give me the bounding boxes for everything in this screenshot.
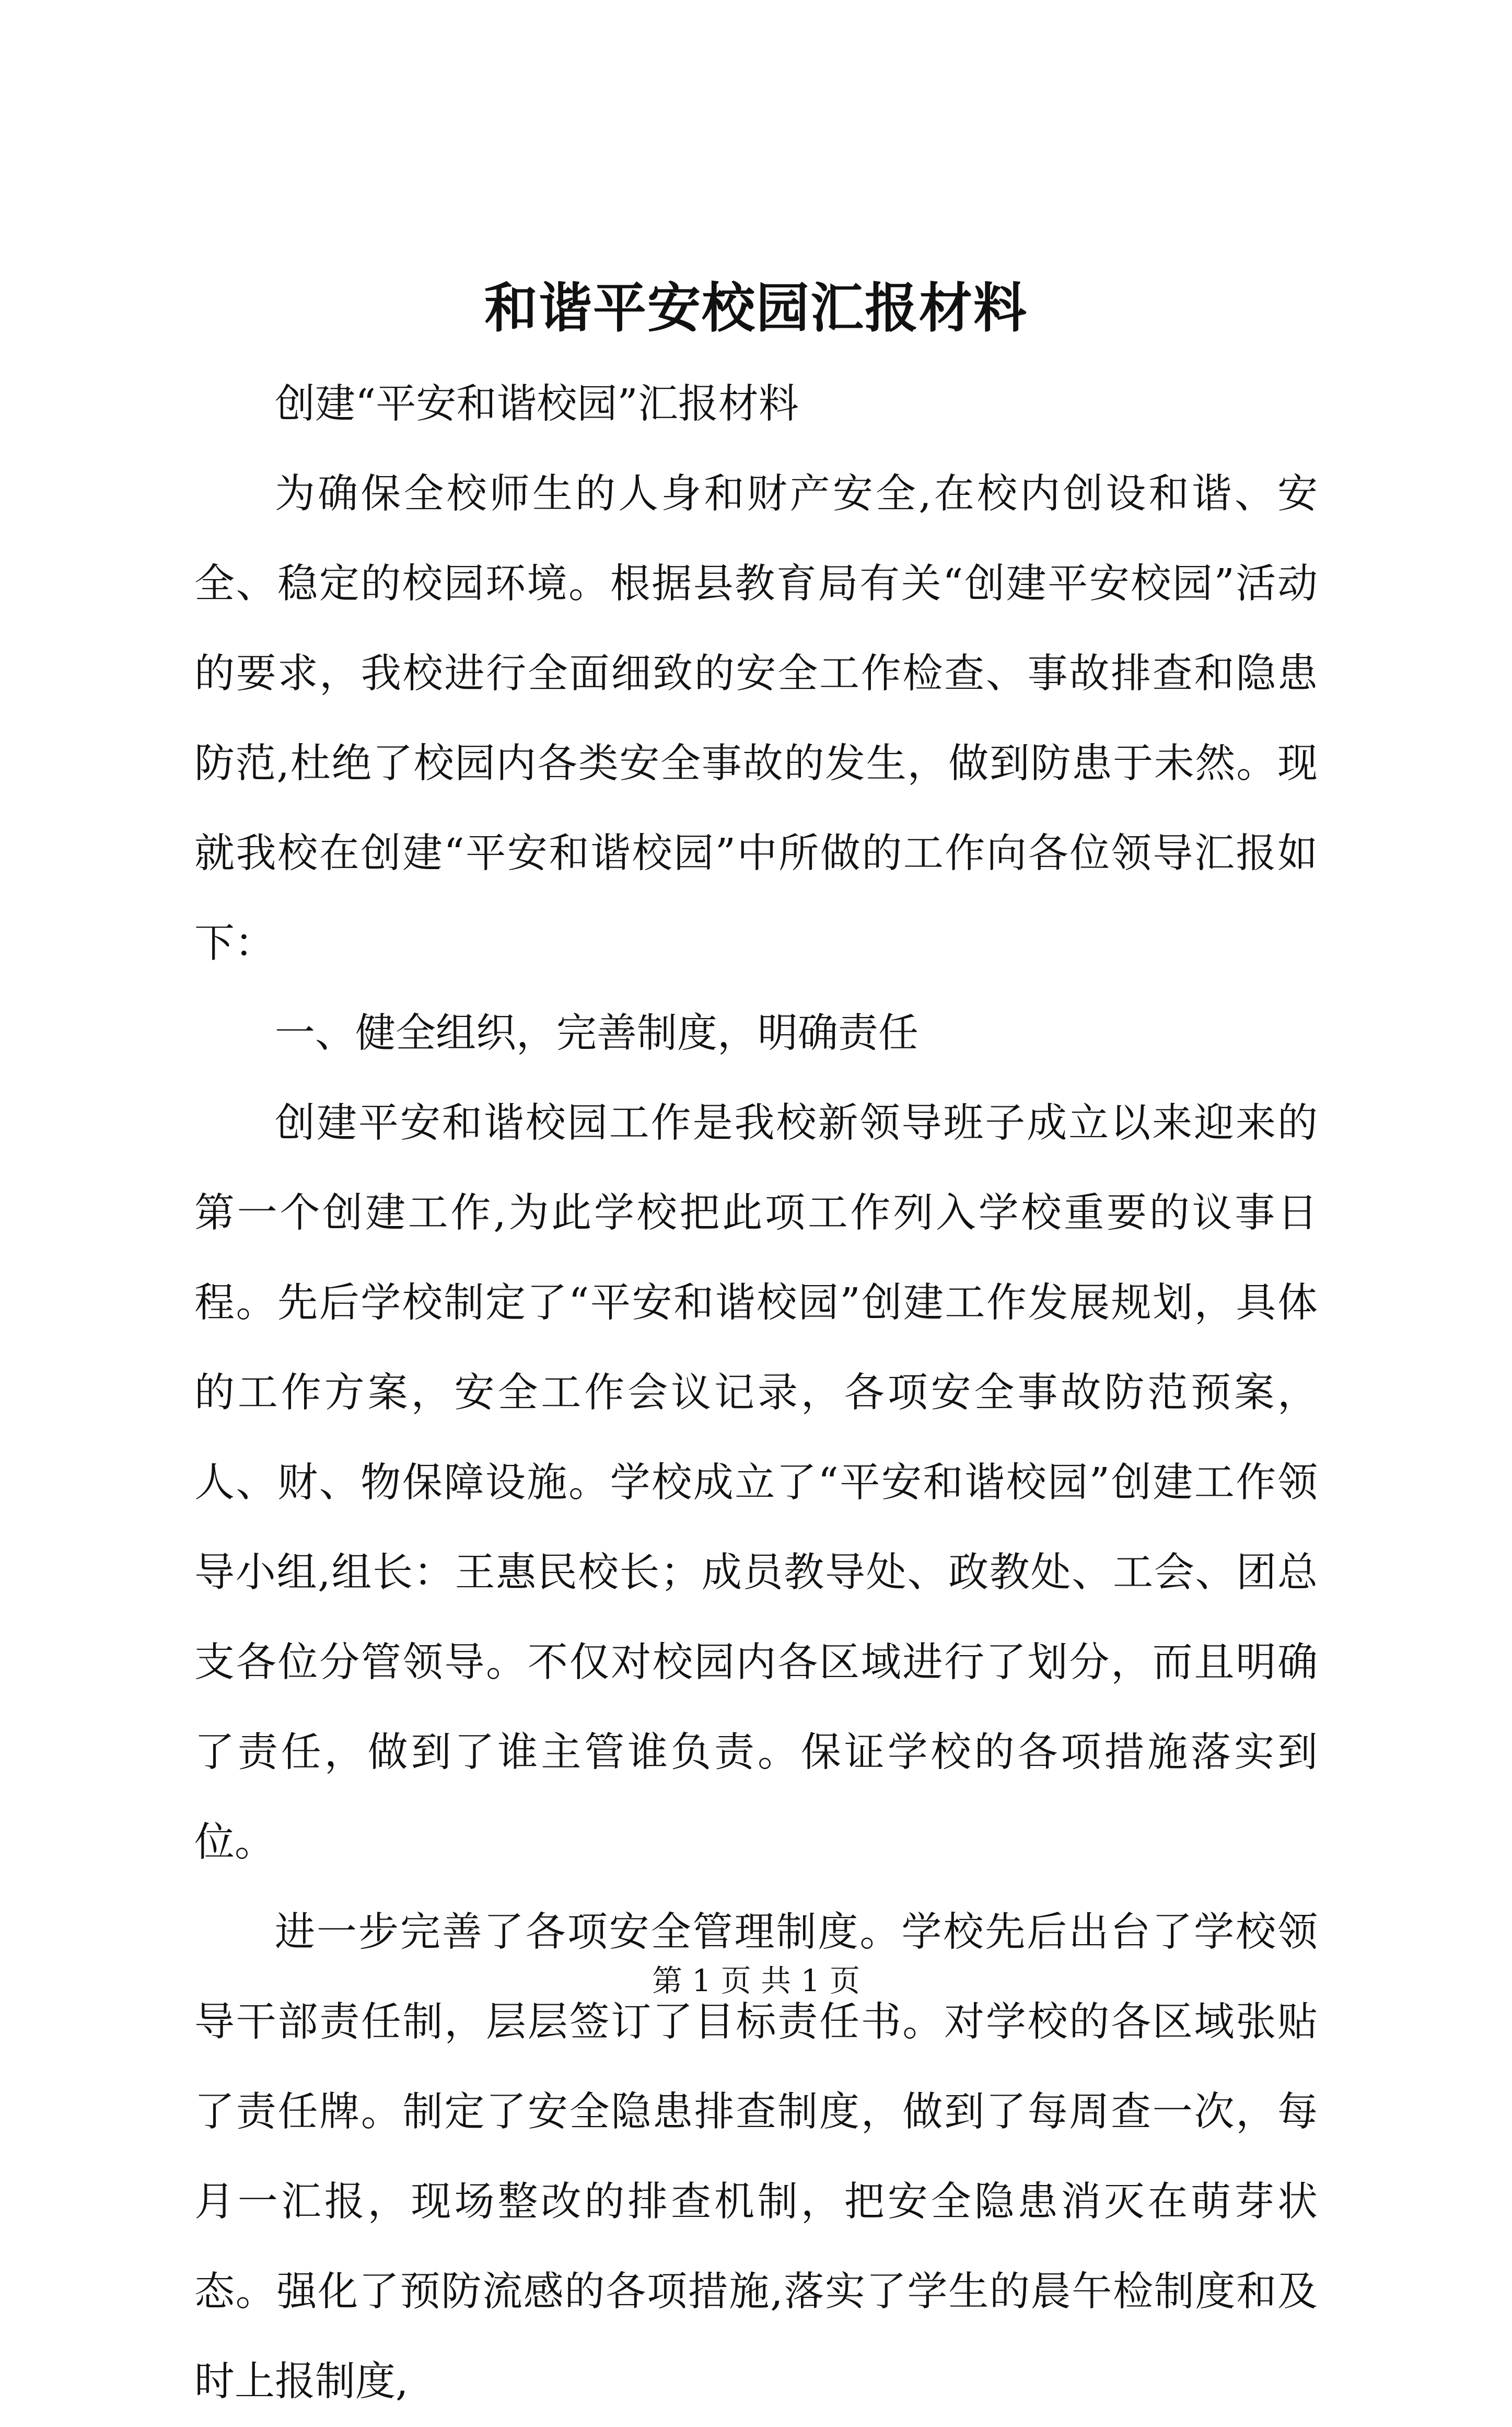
section-heading: 一、健全组织，完善制度，明确责任 xyxy=(275,1010,918,1057)
document-title: 和谐平安校园汇报材料 xyxy=(484,277,1028,340)
document-body xyxy=(194,360,1318,2427)
paragraph-systems: 进一步完善了各项安全管理制度。学校先后出台了学校领导干部责任制，层层签订了目标责任书。对学校的各区域张贴了责任牌。制定了安全隐患排查制度，做到了每周查一次，每月一汇报，现场整改的排查机制，把安全隐患消灭在萌芽状态。强化了预防流感的各项措施,落实了学生的晨午检制度和及时上报制度, xyxy=(194,1909,1318,2405)
paragraph-organization: 创建平安和谐校园工作是我校新领导班子成立以来迎来的第一个创建工作,为此学校把此项工作列入学校重要的议事日程。先后学校制定了“平安和谐校园”创建工作发展规划，具体的工作方案，安全工作会议记录，各项安全事故防范预案，人、财、物保障设施。学校成立了“平安和谐校园”创建工作领导小组,组长：王惠民校长；成员教导处、政教处、工会、团总支各位分管领导。不仅对校园内各区域进行了划分，而且明确了责任，做到了谁主管谁负责。保证学校的各项措施落实到位。 xyxy=(194,1100,1318,1866)
page-footer: 第 1 页 共 1 页 xyxy=(652,1963,860,1998)
paragraph-subtitle: 创建“平安和谐校园”汇报材料 xyxy=(275,381,799,427)
paragraph-intro: 为确保全校师生的人身和财产安全,在校内创设和谐、安全、稳定的校园环境。根据县教育局有关“创建平安校园”活动的要求，我校进行全面细致的安全工作检查、事故排查和隐患防范,杜绝了校园内各类安全事故的发生，做到防患于未然。现就我校在创建“平安和谐校园”中所做的工作向各位领导汇报如下： xyxy=(194,471,1318,967)
